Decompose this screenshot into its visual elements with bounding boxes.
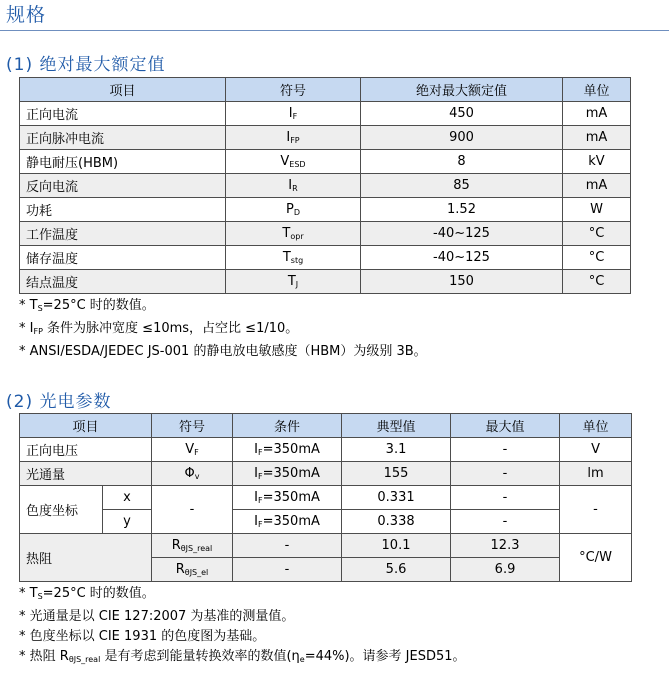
cell-symbol: $T_{opr}$ — [226, 222, 361, 246]
cell-value: 1.52 — [361, 198, 563, 222]
cell-typical: 0.331 — [342, 486, 451, 510]
header-condition: 条件 — [233, 414, 342, 438]
cell-unit: °C/W — [560, 534, 632, 582]
header-item: 项目 — [20, 78, 226, 102]
cell-max: - — [451, 462, 560, 486]
page-title: 规格 — [6, 4, 47, 26]
cell-item: 光通量 — [20, 462, 152, 486]
cell-symbol: $P_D$ — [226, 198, 361, 222]
note: * $I_{FP}$ 条件为脉冲宽度 ≤10ms，占空比 ≤1/10。 — [19, 321, 299, 336]
cell-axis: x — [103, 486, 152, 510]
table-row — [20, 198, 631, 222]
cell-typical: 10.1 — [342, 534, 451, 558]
cell-value: 85 — [361, 174, 563, 198]
cell-unit: kV — [563, 150, 631, 174]
cell-condition: $I_F=350mA$ — [233, 462, 342, 486]
header-rating: 绝对最大额定值 — [361, 78, 563, 102]
cell-max: 12.3 — [451, 534, 560, 558]
table-row — [20, 174, 631, 198]
cell-condition: $I_F=350mA$ — [233, 438, 342, 462]
cell-condition: - — [233, 534, 342, 558]
cell-unit: lm — [560, 462, 632, 486]
abs-max-table — [19, 77, 631, 294]
cell-condition: $I_F=350mA$ — [233, 486, 342, 510]
header-unit: 单位 — [563, 78, 631, 102]
cell-max: 6.9 — [451, 558, 560, 582]
optical-table — [19, 413, 632, 582]
cell-value: 8 — [361, 150, 563, 174]
note: * $T_S=25^\circ C$ 时的数值。 — [19, 298, 155, 313]
cell-unit: mA — [563, 126, 631, 150]
cell-unit: °C — [563, 270, 631, 294]
cell-symbol: $I_R$ — [226, 174, 361, 198]
cell-item: 正向脉冲电流 — [20, 126, 226, 150]
cell-value: 150 — [361, 270, 563, 294]
cell-value: 900 — [361, 126, 563, 150]
section2-notes — [19, 584, 466, 670]
cell-symbol: $R_{\theta JS\_el}$ — [152, 558, 233, 582]
header-max: 最大值 — [451, 414, 560, 438]
cell-axis: y — [103, 510, 152, 534]
cell-value: 450 — [361, 102, 563, 126]
table-row — [20, 150, 631, 174]
section1-title: (1) 绝对最大额定值 — [6, 55, 166, 75]
table-row — [20, 462, 632, 486]
cell-unit: W — [563, 198, 631, 222]
cell-symbol: $I_F$ — [226, 102, 361, 126]
table-row — [20, 438, 632, 462]
table-row — [20, 126, 631, 150]
cell-typical: 3.1 — [342, 438, 451, 462]
cell-item: 色度坐标 — [20, 486, 103, 534]
cell-max: - — [451, 486, 560, 510]
cell-unit: V — [560, 438, 632, 462]
cell-item: 正向电流 — [20, 102, 226, 126]
cell-value: -40~125 — [361, 246, 563, 270]
table-row — [20, 534, 632, 558]
cell-symbol: $I_{FP}$ — [226, 126, 361, 150]
cell-item: 工作温度 — [20, 222, 226, 246]
note: * ANSI/ESDA/JEDEC JS-001 的静电放电敏感度（HBM）为级别 3B。 — [19, 344, 427, 359]
cell-item: 正向电压 — [20, 438, 152, 462]
cell-condition: - — [233, 558, 342, 582]
cell-condition: $I_F=350mA$ — [233, 510, 342, 534]
table-row — [20, 222, 631, 246]
cell-symbol: - — [152, 486, 233, 534]
table-row — [20, 246, 631, 270]
table-header-row — [20, 78, 631, 102]
cell-value: -40~125 — [361, 222, 563, 246]
note: * 热阻 $R_{\theta JS\_real}$ 是有考虑到能量转换效率的数值$(\eta_e=44\%)$。请参考 JESD51。 — [19, 649, 466, 664]
header-typical: 典型值 — [342, 414, 451, 438]
cell-item: 结点温度 — [20, 270, 226, 294]
cell-unit: °C — [563, 246, 631, 270]
header-unit: 单位 — [560, 414, 632, 438]
cell-item: 功耗 — [20, 198, 226, 222]
cell-unit: mA — [563, 102, 631, 126]
cell-item: 静电耐压(HBM) — [20, 150, 226, 174]
cell-unit: °C — [563, 222, 631, 246]
cell-symbol: $V_{ESD}$ — [226, 150, 361, 174]
header-symbol: 符号 — [152, 414, 233, 438]
note: * $T_S=25^\circ C$ 时的数值。 — [19, 586, 155, 601]
title-divider — [0, 30, 669, 31]
cell-item: 反向电流 — [20, 174, 226, 198]
cell-symbol: $\Phi_v$ — [152, 462, 233, 486]
note: * 光通量是以 CIE 127:2007 为基准的测量值。 — [19, 609, 295, 624]
table-row — [20, 510, 632, 534]
cell-typical: 155 — [342, 462, 451, 486]
cell-item: 储存温度 — [20, 246, 226, 270]
cell-max: - — [451, 438, 560, 462]
cell-item: 热阻 — [20, 534, 152, 582]
cell-max: - — [451, 510, 560, 534]
cell-unit: mA — [563, 174, 631, 198]
section2-title: (2) 光电参数 — [6, 392, 112, 412]
cell-typical: 5.6 — [342, 558, 451, 582]
table-header-row — [20, 414, 632, 438]
cell-symbol: $T_J$ — [226, 270, 361, 294]
cell-symbol: $T_{stg}$ — [226, 246, 361, 270]
header-symbol: 符号 — [226, 78, 361, 102]
cell-symbol: $V_F$ — [152, 438, 233, 462]
cell-unit: - — [560, 486, 632, 534]
table-row — [20, 270, 631, 294]
header-item: 项目 — [20, 414, 152, 438]
note: * 色度坐标以 CIE 1931 的色度图为基础。 — [19, 629, 266, 644]
cell-symbol: $R_{\theta JS\_real}$ — [152, 534, 233, 558]
section1-notes — [19, 296, 427, 362]
table-row — [20, 102, 631, 126]
table-row — [20, 486, 632, 510]
cell-typical: 0.338 — [342, 510, 451, 534]
